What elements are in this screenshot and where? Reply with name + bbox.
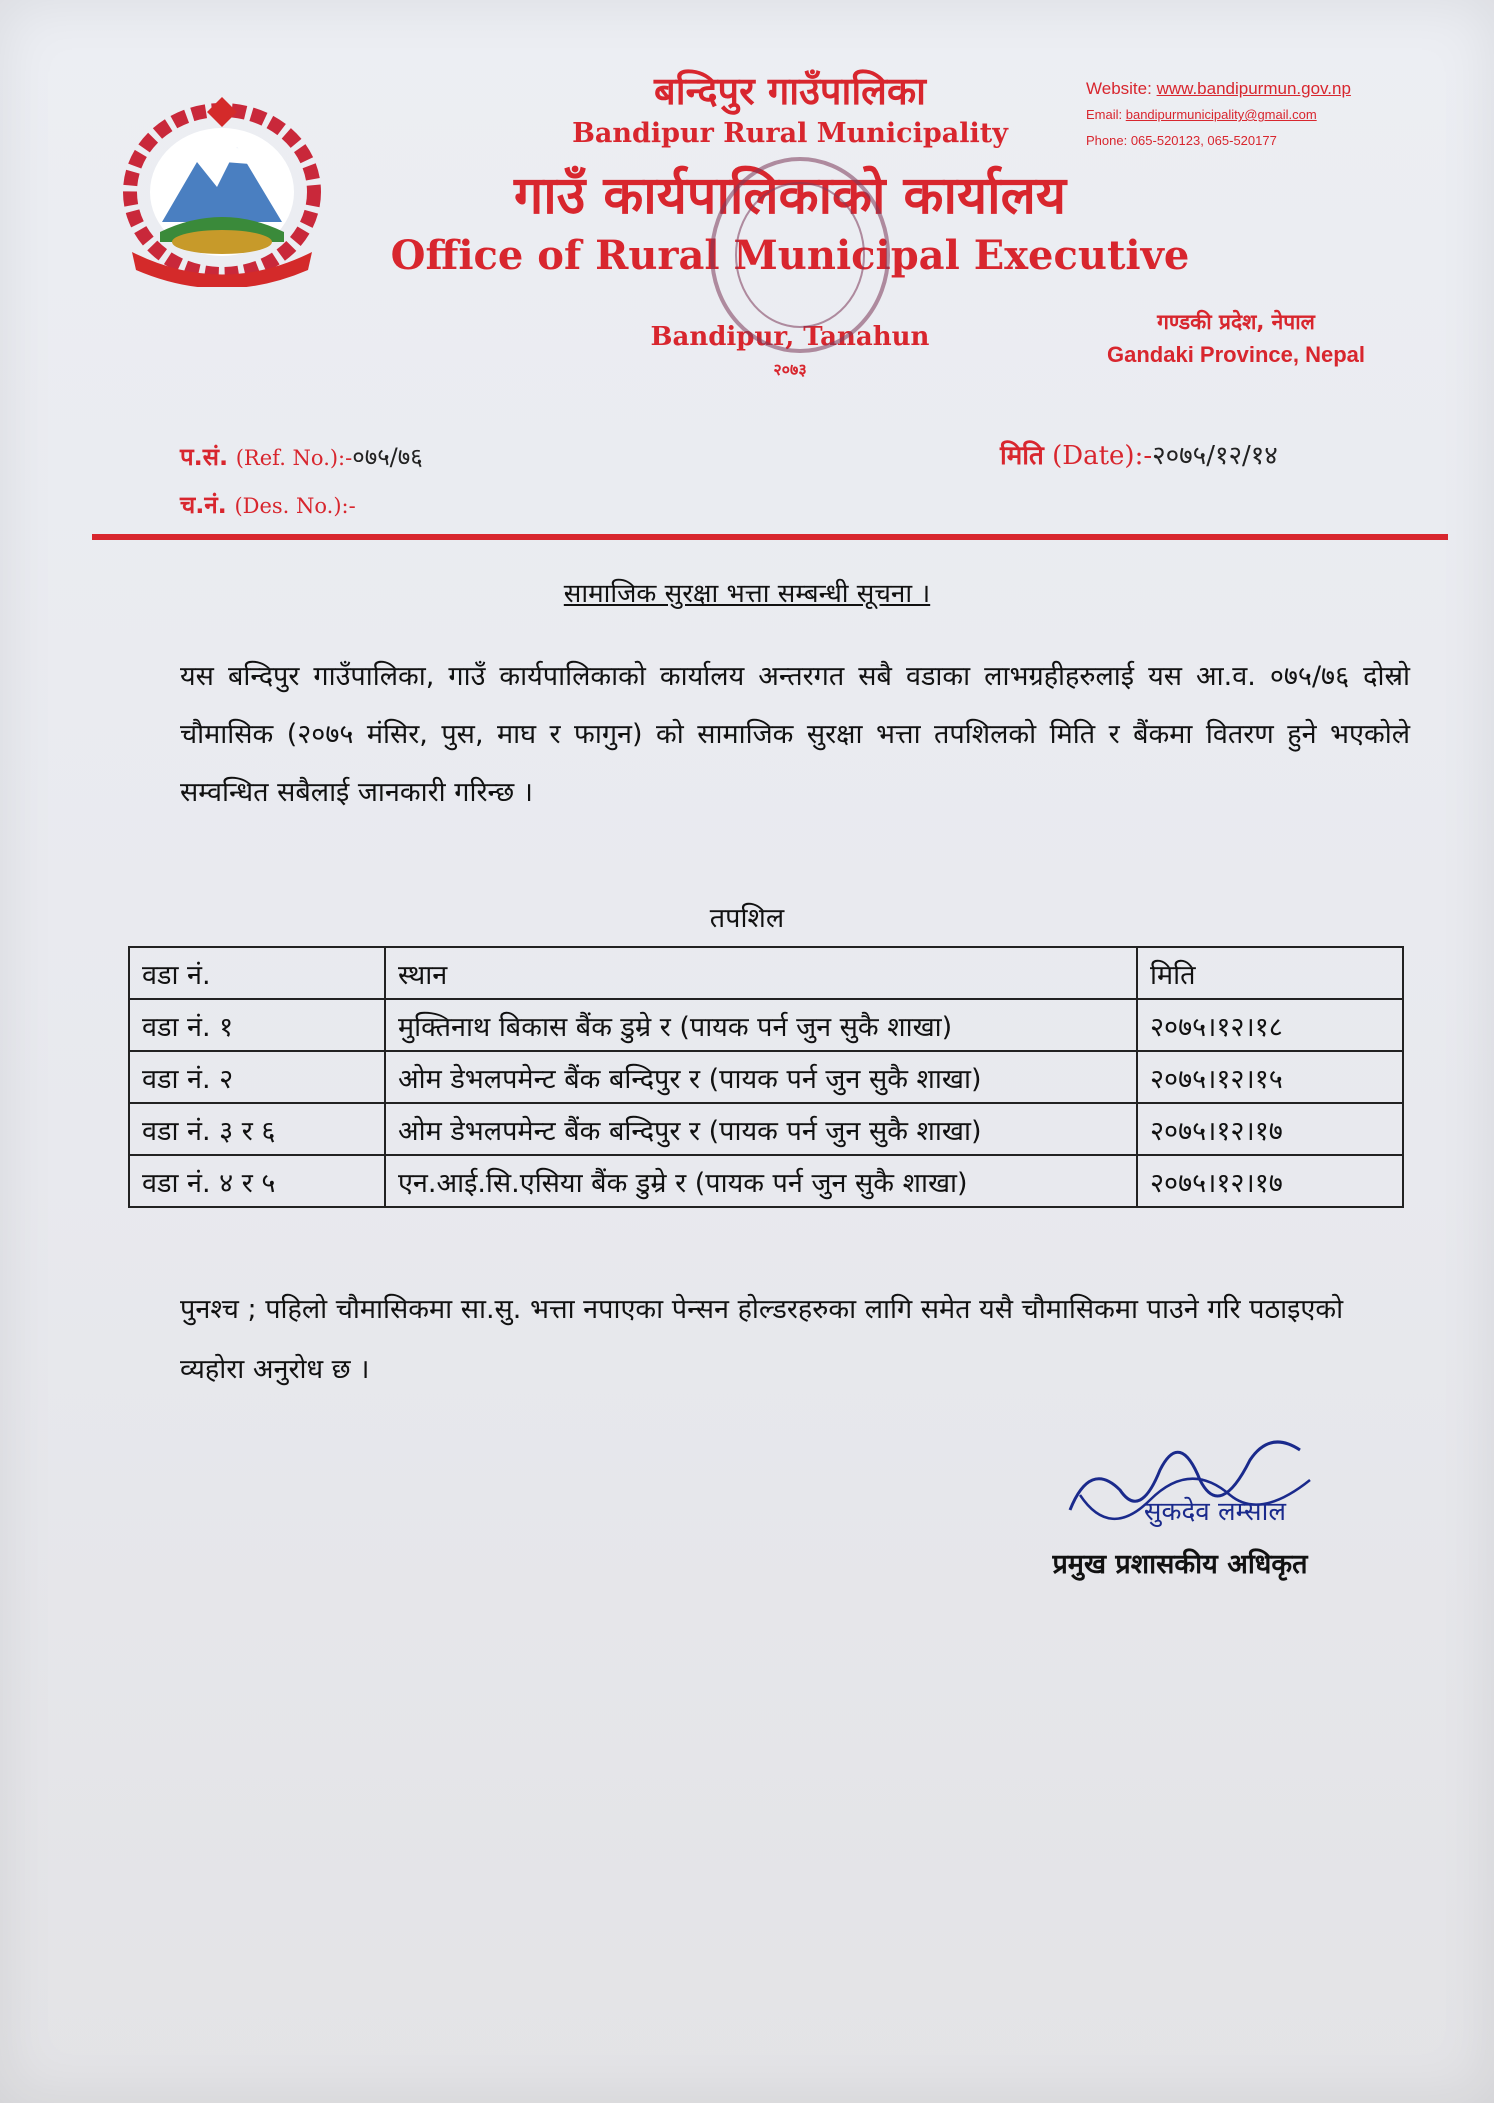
signatory-name: सुकदेव लम्साल xyxy=(1143,1497,1286,1527)
municipality-name-nepali: बन्दिपुर गाउँपालिका xyxy=(654,69,926,113)
signatory-title: प्रमुख प्रशासकीय अधिकृत xyxy=(1052,1549,1308,1580)
office-name-nepali: गाउँ कार्यपालिकाको कार्यालय xyxy=(514,166,1066,226)
nepal-emblem-icon xyxy=(112,92,332,287)
reference-number: प.सं. (Ref. No.):-०७५/७६ xyxy=(180,443,423,471)
date-cell: २०७५।१२।१५ xyxy=(1137,1051,1403,1103)
date-cell: २०७५।१२।१८ xyxy=(1137,999,1403,1051)
place-cell: मुक्तिनाथ बिकास बैंक डुम्रे र (पायक पर्न जुन सुकै शाखा) xyxy=(385,999,1137,1051)
distribution-table xyxy=(128,946,1404,1208)
notice-subject: सामाजिक सुरक्षा भत्ता सम्बन्धी सूचना । xyxy=(563,579,931,609)
header-date: मिति xyxy=(1137,947,1403,999)
reference-value: ०७५/७६ xyxy=(352,443,423,471)
office-location: Bandipur, Tanahun xyxy=(650,322,930,352)
province-nepali: गण्डकी प्रदेश, नेपाल xyxy=(1157,310,1315,334)
place-cell: ओम डेभलपमेन्ट बैंक बन्दिपुर र (पायक पर्न जुन सुकै शाखा) xyxy=(385,1051,1137,1103)
header-divider xyxy=(92,534,1448,540)
email-link[interactable]: bandipurmunicipality@gmail.com xyxy=(1125,107,1317,122)
place-cell: ओम डेभलपमेन्ट बैंक बन्दिपुर र (पायक पर्न जुन सुकै शाखा) xyxy=(385,1103,1137,1155)
website-link[interactable]: www.bandipurmun.gov.np xyxy=(1156,79,1351,98)
table-title: तपशिल xyxy=(709,903,785,934)
office-name-english: Office of Rural Municipal Executive xyxy=(390,232,1190,279)
office-stamp-icon xyxy=(700,150,900,360)
table-row xyxy=(129,999,1403,1051)
signature-scribble-icon xyxy=(1050,1400,1330,1560)
header-place: स्थान xyxy=(385,947,1137,999)
contact-info: Website: www.bandipurmun.gov.np Email: bandipurmunicipality@gmail.com Phone: 065-520123, 065-520177 xyxy=(1086,76,1486,154)
table-row xyxy=(129,1155,1403,1207)
postscript: पुनश्च ; पहिलो चौमासिकमा सा.सु. भत्ता नपाएका पेन्सन होल्डरहरुका लागि समेत यसै चौमासिकमा पाउने गरि पठाइएको व्यहोरा अनुरोध छ । xyxy=(180,1294,1344,1385)
ward-cell: वडा नं. ४ र ५ xyxy=(129,1155,385,1207)
notice-body: यस बन्दिपुर गाउँपालिका, गाउँ कार्यपालिकाको कार्यालय अन्तरगत सबै वडाका लाभग्रहीहरुलाई यस आ.व. ०७५/७६ दोस्रो चौमासिक (२०७५ मंसिर, पुस, माघ र फागुन) को सामाजिक सुरक्षा भत्ता तपशिलको मिति र बैंकमा वितरण हुने भएकोले सम्वन्धित सबैलाई जानकारी गरिन्छ । xyxy=(180,661,1410,808)
established-year: २०७३ xyxy=(773,360,807,379)
table-row xyxy=(129,1051,1403,1103)
table-row xyxy=(129,1103,1403,1155)
municipality-name-english: Bandipur Rural Municipality xyxy=(572,118,1008,149)
ward-cell: वडा नं. १ xyxy=(129,999,385,1051)
header-ward: वडा नं. xyxy=(129,947,385,999)
date-cell: २०७५।१२।१७ xyxy=(1137,1155,1403,1207)
date-cell: २०७५।१२।१७ xyxy=(1137,1103,1403,1155)
date-value: २०७५/१२/१४ xyxy=(1152,441,1278,471)
ward-cell: वडा नं. ३ र ६ xyxy=(129,1103,385,1155)
dispatch-number: च.नं. (Des. No.):- xyxy=(180,491,356,519)
place-cell: एन.आई.सि.एसिया बैंक डुम्रे र (पायक पर्न जुन सुकै शाखा) xyxy=(385,1155,1137,1207)
phone-numbers: Phone: 065-520123, 065-520177 xyxy=(1086,133,1277,148)
province-english: Gandaki Province, Nepal xyxy=(1107,342,1365,367)
ward-cell: वडा नं. २ xyxy=(129,1051,385,1103)
table-header-row xyxy=(129,947,1403,999)
letter-date: मिति (Date):-२०७५/१२/१४ xyxy=(1000,441,1278,471)
